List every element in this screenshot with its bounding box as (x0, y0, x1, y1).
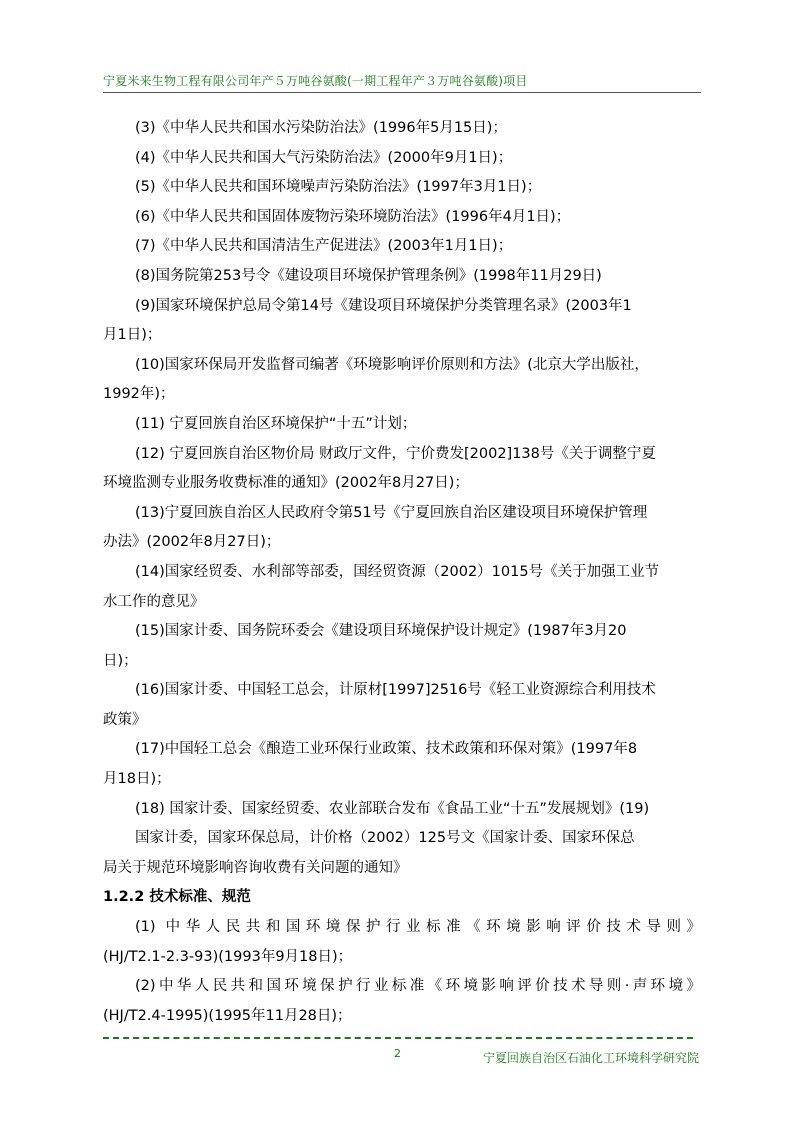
text-line: 办法》(2002年8月27日)； (103, 534, 281, 551)
text-line: 月1日)； (103, 327, 162, 344)
text-line: (16)国家计委、中国轻工总会，计原材[1997]2516号《轻工业资源综合利用技术 (135, 682, 656, 699)
text-line: 政策》 (103, 711, 147, 728)
text-line: (1) 中华人民共和国环境保护行业标准《环境影响评价技术导则》 (135, 919, 701, 936)
text-line: 环境监测专业服务收费标准的通知》(2002年8月27日)； (103, 475, 469, 492)
text-line: 国家计委，国家环保总局，计价格（2002）125号文《国家计委、国家环保总 (135, 830, 635, 847)
text-line: (15)国家计委、国务院环委会《建设项目环境保护设计规定》(1987年3月20 (135, 623, 627, 640)
text-line: 局关于规范环境影响咨询收费有关问题的通知》 (103, 859, 408, 876)
text-line: (14)国家经贸委、水利部等部委，国经贸资源（2002）1015号《关于加强工业节 (135, 563, 660, 580)
page-number: 2 (394, 1047, 401, 1060)
text-line: (10)国家环保局开发监督司编著《环境影响评价原则和方法》(北京大学出版社， (135, 356, 649, 373)
section-heading: 1.2.2 技术标准、规范 (103, 889, 251, 906)
text-line: (18) 国家计委、国家经贸委、农业部联合发布《食品工业“十五”发展规划》(19) (135, 800, 650, 817)
text-line: (13)宁夏回族自治区人民政府令第51号《宁夏回族自治区建设项目环境保护管理 (135, 504, 648, 521)
text-line: (9)国家环境保护总局令第14号《建设项目环境保护分类管理名录》(2003年1 (135, 297, 632, 314)
header-divider (103, 92, 701, 93)
text-line: (HJ/T2.1-2.3-93)(1993年9月18日)； (103, 948, 353, 965)
text-line: (HJ/T2.4-1995)(1995年11月28日)； (103, 1007, 352, 1024)
text-line: 水工作的意见》 (103, 593, 205, 610)
text-line: (17)中国轻工总会《酿造工业环保行业政策、技术政策和环保对策》(1997年8 (135, 741, 638, 758)
footer-organization: 宁夏回族自治区石油化工环境科学研究院 (483, 1051, 700, 1065)
text-line: (6)《中华人民共和国固体废物污染环境防治法》(1996年4月1日)； (135, 208, 571, 225)
footer-divider (103, 1037, 693, 1039)
text-line: (12) 宁夏回族自治区物价局 财政厅文件，宁价费发[2002]138号《关于调整宁夏 (135, 445, 656, 462)
text-line: (3)《中华人民共和国水污染防治法》(1996年5月15日)； (135, 120, 507, 136)
text-line: 月18日)； (103, 771, 171, 788)
text-line: 日)； (103, 652, 138, 669)
document-body (103, 114, 701, 1031)
text-line: (5)《中华人民共和国环境噪声污染防治法》(1997年3月1日)； (135, 179, 542, 196)
text-line: (4)《中华人民共和国大气污染防治法》(2000年9月1日)； (135, 149, 513, 166)
text-line: 1992年)； (103, 386, 175, 403)
text-line: (2)中华人民共和国环境保护行业标准《环境影响评价技术导则·声环境》 (135, 978, 701, 995)
text-line: (7)《中华人民共和国清洁生产促进法》(2003年1月1日)； (135, 238, 513, 255)
text-line: (11) 宁夏回族自治区环境保护“十五”计划； (135, 415, 417, 432)
page-header-title: 宁夏米来生物工程有限公司年产５万吨谷氨酸(一期工程年产３万吨谷氨酸)项目 (103, 74, 528, 88)
text-line: (8)国务院第253号令《建设项目环境保护管理条例》(1998年11月29日) (135, 267, 602, 284)
